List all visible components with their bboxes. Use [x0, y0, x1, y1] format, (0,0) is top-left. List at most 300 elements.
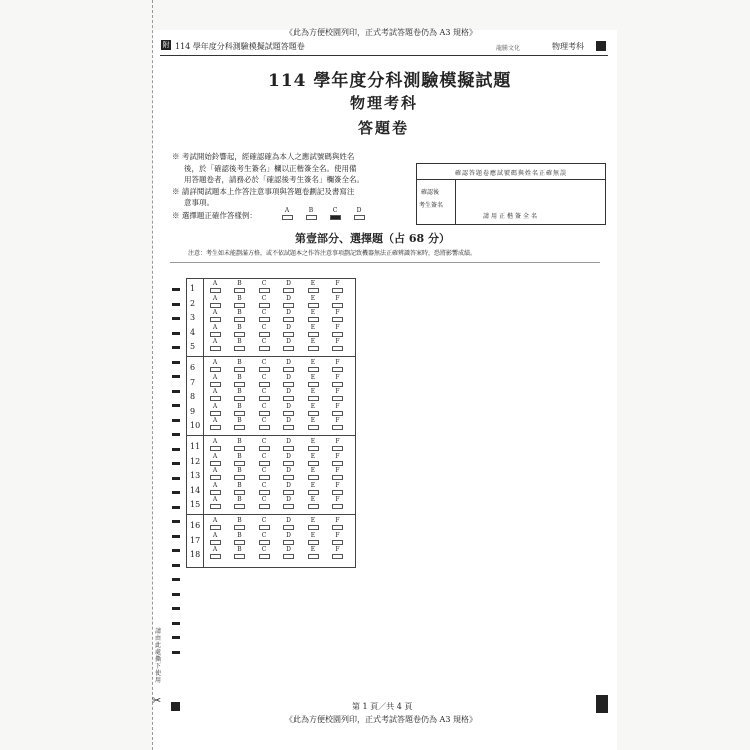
bubble[interactable] — [332, 288, 343, 293]
bubble[interactable] — [259, 554, 270, 559]
answer-bubble-q7-B[interactable] — [233, 375, 247, 387]
answer-bubble-q1-A[interactable] — [208, 281, 222, 293]
bubble[interactable] — [210, 554, 221, 559]
bubble[interactable] — [283, 525, 294, 530]
answer-bubble-q14-B[interactable] — [233, 483, 247, 495]
bubble[interactable] — [332, 540, 343, 545]
top-note: 《此為方便校園列印，正式考試答題卷仍為 A3 規格》 — [285, 28, 477, 37]
answer-bubble-q18-A[interactable] — [208, 547, 222, 559]
answer-bubble-q8-C[interactable] — [257, 389, 271, 401]
answer-bubble-q14-D[interactable] — [282, 483, 296, 495]
bubble[interactable] — [234, 382, 245, 387]
bubble[interactable] — [308, 475, 319, 480]
answer-bubble-q12-B[interactable] — [233, 454, 247, 466]
bubble[interactable] — [283, 288, 294, 293]
timing-mark — [172, 462, 180, 465]
answer-bubble-q13-C[interactable] — [257, 468, 271, 480]
option-letter: E — [310, 280, 316, 287]
answer-bubble-q5-D[interactable] — [282, 339, 296, 351]
example-option-letter: D — [356, 207, 362, 214]
bubble[interactable] — [283, 411, 294, 416]
bubble[interactable] — [308, 461, 319, 466]
answer-bubble-q15-A[interactable] — [208, 497, 222, 509]
bubble[interactable] — [283, 425, 294, 430]
section-title: 第壹部分、選擇題（占 68 分） — [295, 232, 450, 245]
option-letter: D — [286, 417, 291, 425]
option-letter: A — [212, 517, 218, 524]
option-letter: B — [237, 388, 242, 396]
answer-bubble-q3-C[interactable] — [257, 310, 271, 322]
option-letter: F — [335, 373, 340, 381]
answer-bubble-q6-C[interactable] — [257, 360, 271, 372]
answer-bubble-q17-B[interactable] — [233, 533, 247, 545]
question-number: 12 — [190, 456, 201, 466]
confirm-header: 確認答題卷應試號碼與姓名正確無誤 — [454, 170, 567, 177]
bubble[interactable] — [283, 367, 294, 372]
bubble[interactable] — [308, 367, 319, 372]
answer-bubble-q17-A[interactable] — [208, 533, 222, 545]
bubble[interactable] — [259, 425, 270, 430]
bubble[interactable] — [259, 396, 270, 401]
answer-bubble-q12-A[interactable] — [208, 454, 222, 466]
example-option-letter: C — [332, 207, 338, 214]
bubble[interactable] — [308, 346, 319, 351]
answer-bubble-q4-A[interactable] — [208, 325, 222, 337]
answer-bubble-q7-C[interactable] — [257, 375, 271, 387]
answer-bubble-q11-A[interactable] — [208, 439, 222, 451]
bubble[interactable] — [332, 446, 343, 451]
bubble[interactable] — [283, 446, 294, 451]
bubble[interactable] — [234, 540, 245, 545]
answer-bubble-q10-C[interactable] — [257, 418, 271, 430]
bubble[interactable] — [308, 425, 319, 430]
bubble[interactable] — [259, 288, 270, 293]
example-bubble — [306, 215, 317, 220]
option-letter: E — [310, 481, 316, 489]
answer-bubble-q4-E[interactable] — [306, 325, 320, 337]
option-letter: A — [212, 373, 218, 381]
bubble[interactable] — [283, 461, 294, 466]
bubble[interactable] — [210, 303, 221, 308]
bubble[interactable] — [234, 554, 245, 559]
answer-bubble-q17-C[interactable] — [257, 533, 271, 545]
bubble[interactable] — [210, 490, 221, 495]
answer-bubble-q5-B[interactable] — [233, 339, 247, 351]
answer-bubble-q11-D[interactable] — [282, 439, 296, 451]
question-number: 10 — [190, 421, 201, 431]
timing-mark — [172, 506, 180, 509]
bubble[interactable] — [283, 475, 294, 480]
timing-mark — [172, 520, 180, 523]
bubble[interactable] — [234, 411, 245, 416]
bubble[interactable] — [210, 425, 221, 430]
bubble[interactable] — [308, 411, 319, 416]
bubble[interactable] — [332, 332, 343, 337]
bubble[interactable] — [259, 367, 270, 372]
bubble[interactable] — [259, 540, 270, 545]
bubble[interactable] — [332, 475, 343, 480]
confirm-box — [416, 163, 606, 225]
answer-bubble-q7-A[interactable] — [208, 375, 222, 387]
bubble[interactable] — [283, 396, 294, 401]
answer-bubble-q11-F[interactable] — [331, 439, 345, 451]
answer-bubble-q13-F[interactable] — [331, 468, 345, 480]
bubble[interactable] — [308, 317, 319, 322]
answer-bubble-q16-F[interactable] — [331, 518, 345, 530]
bubble[interactable] — [332, 504, 343, 509]
option-letter: B — [237, 481, 242, 489]
bubble[interactable] — [259, 446, 270, 451]
timing-mark — [172, 607, 180, 610]
option-letter: E — [310, 309, 316, 317]
answer-bubble-q12-E[interactable] — [306, 454, 320, 466]
option-letter: B — [237, 417, 242, 425]
question-number: 8 — [190, 392, 196, 402]
bubble[interactable] — [308, 446, 319, 451]
bubble[interactable] — [283, 554, 294, 559]
answer-bubble-q17-D[interactable] — [282, 533, 296, 545]
bubble[interactable] — [234, 475, 245, 480]
section-rule — [170, 262, 600, 263]
timing-mark — [172, 404, 180, 407]
timing-mark — [172, 419, 180, 422]
answer-bubble-q5-C[interactable] — [257, 339, 271, 351]
answer-bubble-q3-F[interactable] — [331, 310, 345, 322]
answer-bubble-q13-B[interactable] — [233, 468, 247, 480]
bubble[interactable] — [332, 490, 343, 495]
answer-bubble-q2-C[interactable] — [257, 296, 271, 308]
option-letter: F — [335, 546, 340, 554]
answer-bubble-q4-B[interactable] — [233, 325, 247, 337]
option-letter: C — [261, 338, 267, 346]
answer-bubble-q10-A[interactable] — [208, 418, 222, 430]
option-letter: C — [261, 496, 267, 504]
answer-bubble-q18-B[interactable] — [233, 547, 247, 559]
option-letter: E — [310, 546, 316, 554]
option-letter: A — [212, 323, 218, 331]
answer-bubble-q18-C[interactable] — [257, 547, 271, 559]
timing-mark — [172, 332, 180, 335]
answer-bubble-q10-D[interactable] — [282, 418, 296, 430]
bubble[interactable] — [210, 288, 221, 293]
answer-bubble-q7-D[interactable] — [282, 375, 296, 387]
bubble[interactable] — [210, 461, 221, 466]
bubble[interactable] — [308, 332, 319, 337]
bubble[interactable] — [308, 288, 319, 293]
bubble[interactable] — [234, 425, 245, 430]
answer-bubble-q9-A[interactable] — [208, 404, 222, 416]
bubble[interactable] — [259, 525, 270, 530]
bubble[interactable] — [259, 490, 270, 495]
answer-bubble-q8-E[interactable] — [306, 389, 320, 401]
answer-bubble-q2-B[interactable] — [233, 296, 247, 308]
bubble[interactable] — [234, 332, 245, 337]
bubble[interactable] — [234, 367, 245, 372]
answer-bubble-q8-B[interactable] — [233, 389, 247, 401]
answer-bubble-q3-A[interactable] — [208, 310, 222, 322]
main-title: 114 學年度分科測驗模擬試題 — [268, 71, 512, 91]
answer-bubble-q6-E[interactable] — [306, 360, 320, 372]
bubble[interactable] — [210, 446, 221, 451]
answer-bubble-q2-F[interactable] — [331, 296, 345, 308]
answer-bubble-q15-E[interactable] — [306, 497, 320, 509]
option-letter: A — [212, 531, 218, 539]
bottom-note: 《此為方便校園列印，正式考試答題卷仍為 A3 規格》 — [285, 715, 477, 724]
bubble[interactable] — [259, 475, 270, 480]
option-letter: E — [310, 402, 316, 410]
answer-bubble-q17-F[interactable] — [331, 533, 345, 545]
answer-bubble-q13-E[interactable] — [306, 468, 320, 480]
bubble[interactable] — [259, 461, 270, 466]
bubble[interactable] — [210, 346, 221, 351]
answer-bubble-q7-E[interactable] — [306, 375, 320, 387]
answer-bubble-q12-F[interactable] — [331, 454, 345, 466]
answer-bubble-q14-A[interactable] — [208, 483, 222, 495]
answer-bubble-q8-F[interactable] — [331, 389, 345, 401]
answer-bubble-q12-D[interactable] — [282, 454, 296, 466]
answer-bubble-q16-A[interactable] — [208, 518, 222, 530]
answer-bubble-q16-C[interactable] — [257, 518, 271, 530]
question-number: 1 — [190, 284, 196, 293]
answer-bubble-q18-F[interactable] — [331, 547, 345, 559]
answer-bubble-q13-A[interactable] — [208, 468, 222, 480]
bubble[interactable] — [259, 411, 270, 416]
bubble[interactable] — [332, 554, 343, 559]
option-letter: B — [237, 294, 242, 302]
bubble[interactable] — [234, 317, 245, 322]
option-letter: A — [212, 496, 218, 504]
option-letter: B — [237, 452, 242, 460]
bubble[interactable] — [332, 461, 343, 466]
bubble[interactable] — [259, 332, 270, 337]
answer-bubble-q16-E[interactable] — [306, 518, 320, 530]
bubble[interactable] — [332, 425, 343, 430]
timing-mark — [172, 578, 180, 581]
question-number: 6 — [190, 363, 196, 372]
bubble[interactable] — [283, 317, 294, 322]
answer-bubble-q18-E[interactable] — [306, 547, 320, 559]
answer-bubble-q15-B[interactable] — [233, 497, 247, 509]
bubble[interactable] — [283, 332, 294, 337]
answer-bubble-q4-C[interactable] — [257, 325, 271, 337]
bubble[interactable] — [308, 303, 319, 308]
answer-bubble-q3-E[interactable] — [306, 310, 320, 322]
answer-bubble-q9-B[interactable] — [233, 404, 247, 416]
option-letter: C — [261, 388, 267, 396]
bubble[interactable] — [234, 303, 245, 308]
option-letter: F — [335, 359, 340, 366]
bubble[interactable] — [332, 396, 343, 401]
answer-bubble-q16-D[interactable] — [282, 518, 296, 530]
bubble[interactable] — [308, 382, 319, 387]
bubble[interactable] — [332, 367, 343, 372]
answer-bubble-q12-C[interactable] — [257, 454, 271, 466]
option-letter: F — [335, 438, 340, 445]
bubble[interactable] — [210, 332, 221, 337]
bubble[interactable] — [332, 303, 343, 308]
answer-bubble-q5-F[interactable] — [331, 339, 345, 351]
answer-bubble-q1-B[interactable] — [233, 281, 247, 293]
bubble[interactable] — [234, 525, 245, 530]
bubble[interactable] — [259, 303, 270, 308]
answer-bubble-q17-E[interactable] — [306, 533, 320, 545]
option-letter: A — [212, 546, 218, 554]
answer-bubble-q8-A[interactable] — [208, 389, 222, 401]
answer-bubble-q2-A[interactable] — [208, 296, 222, 308]
answer-bubble-q13-D[interactable] — [282, 468, 296, 480]
answer-bubble-q1-E[interactable] — [306, 281, 320, 293]
option-letter: F — [335, 309, 340, 317]
option-letter: D — [286, 323, 291, 331]
bubble[interactable] — [234, 446, 245, 451]
bubble[interactable] — [259, 504, 270, 509]
instruction-line: ※ 考試開始鈴響起，經確認確為本人之應試號碼與姓名 — [172, 152, 355, 161]
bubble[interactable] — [308, 490, 319, 495]
option-letter: F — [335, 280, 340, 287]
answer-bubble-q10-E[interactable] — [306, 418, 320, 430]
answer-bubble-q5-E[interactable] — [306, 339, 320, 351]
answer-bubble-q2-E[interactable] — [306, 296, 320, 308]
answer-bubble-q9-F[interactable] — [331, 404, 345, 416]
option-letter: E — [310, 323, 316, 331]
answer-bubble-q6-B[interactable] — [233, 360, 247, 372]
option-letter: C — [261, 309, 267, 317]
bubble[interactable] — [308, 540, 319, 545]
bubble[interactable] — [259, 317, 270, 322]
option-letter: D — [286, 294, 291, 302]
answer-bubble-q15-D[interactable] — [282, 497, 296, 509]
option-letter: A — [212, 452, 218, 460]
answer-bubble-q10-F[interactable] — [331, 418, 345, 430]
answer-bubble-q9-D[interactable] — [282, 404, 296, 416]
answer-bubble-q1-C[interactable] — [257, 281, 271, 293]
bubble[interactable] — [283, 504, 294, 509]
option-letter: D — [286, 481, 291, 489]
bubble[interactable] — [210, 540, 221, 545]
option-letter: A — [212, 481, 218, 489]
bubble[interactable] — [283, 382, 294, 387]
bubble[interactable] — [210, 367, 221, 372]
bubble[interactable] — [234, 490, 245, 495]
option-letter: C — [261, 452, 267, 460]
bubble[interactable] — [210, 382, 221, 387]
answer-bubble-q11-E[interactable] — [306, 439, 320, 451]
option-letter: E — [310, 531, 316, 539]
bubble[interactable] — [210, 525, 221, 530]
option-letter: C — [261, 294, 267, 302]
option-letter: D — [286, 496, 291, 504]
example-bubble — [282, 215, 293, 220]
bubble[interactable] — [234, 461, 245, 466]
option-letter: F — [335, 467, 340, 475]
bubble[interactable] — [234, 288, 245, 293]
bubble[interactable] — [308, 504, 319, 509]
timing-mark — [172, 346, 180, 349]
answer-bubble-q3-D[interactable] — [282, 310, 296, 322]
answer-bubble-q6-D[interactable] — [282, 360, 296, 372]
answer-bubble-q15-F[interactable] — [331, 497, 345, 509]
bubble[interactable] — [308, 554, 319, 559]
answer-bubble-q18-D[interactable] — [282, 547, 296, 559]
answer-bubble-q1-D[interactable] — [282, 281, 296, 293]
bubble[interactable] — [283, 303, 294, 308]
bubble[interactable] — [234, 346, 245, 351]
answer-bubble-q14-F[interactable] — [331, 483, 345, 495]
bubble[interactable] — [210, 411, 221, 416]
bubble[interactable] — [259, 382, 270, 387]
bubble[interactable] — [234, 396, 245, 401]
example-option-letter: A — [284, 207, 290, 214]
answer-bubble-q5-A[interactable] — [208, 339, 222, 351]
answer-bubble-q7-F[interactable] — [331, 375, 345, 387]
answer-bubble-q14-C[interactable] — [257, 483, 271, 495]
bubble[interactable] — [210, 504, 221, 509]
option-letter: D — [286, 546, 291, 554]
sign-hint: 請用正楷簽全名 — [483, 213, 540, 220]
bubble[interactable] — [308, 525, 319, 530]
bubble[interactable] — [332, 411, 343, 416]
option-letter: D — [286, 517, 291, 524]
bubble[interactable] — [332, 382, 343, 387]
answer-bubble-q10-B[interactable] — [233, 418, 247, 430]
bubble[interactable] — [210, 396, 221, 401]
bubble[interactable] — [332, 317, 343, 322]
corner-marker-right — [596, 695, 608, 713]
bubble[interactable] — [234, 504, 245, 509]
attach-mark: 附 — [162, 41, 170, 49]
instruction-line: ※ 請詳閱試題本上作答注意事項與答題卷劃記及書寫注 — [172, 186, 355, 196]
option-letter: D — [286, 309, 291, 317]
option-letter: B — [237, 402, 242, 410]
tear-line — [152, 0, 153, 750]
answer-bubble-q3-B[interactable] — [233, 310, 247, 322]
bubble[interactable] — [283, 540, 294, 545]
answer-bubble-q4-D[interactable] — [282, 325, 296, 337]
option-letter: D — [286, 402, 291, 410]
answer-bubble-q9-E[interactable] — [306, 404, 320, 416]
option-letter: F — [335, 402, 340, 410]
example-bubble — [330, 215, 341, 220]
option-letter: E — [310, 338, 316, 346]
confirm-divider — [417, 179, 605, 180]
grid-number-divider — [203, 279, 204, 567]
answer-bubble-q14-E[interactable] — [306, 483, 320, 495]
answer-bubble-q4-F[interactable] — [331, 325, 345, 337]
answer-bubble-q2-D[interactable] — [282, 296, 296, 308]
answer-bubble-q8-D[interactable] — [282, 389, 296, 401]
bubble[interactable] — [210, 475, 221, 480]
option-letter: C — [261, 467, 267, 475]
bubble[interactable] — [210, 317, 221, 322]
answer-bubble-q11-C[interactable] — [257, 439, 271, 451]
answer-bubble-q1-F[interactable] — [331, 281, 345, 293]
bubble[interactable] — [283, 490, 294, 495]
bubble[interactable] — [259, 346, 270, 351]
bubble[interactable] — [283, 346, 294, 351]
bubble[interactable] — [308, 396, 319, 401]
option-letter: D — [286, 531, 291, 539]
group-divider — [187, 356, 355, 357]
bubble[interactable] — [332, 525, 343, 530]
answer-bubble-q15-C[interactable] — [257, 497, 271, 509]
answer-bubble-q6-A[interactable] — [208, 360, 222, 372]
answer-bubble-q11-B[interactable] — [233, 439, 247, 451]
answer-bubble-q9-C[interactable] — [257, 404, 271, 416]
answer-bubble-q16-B[interactable] — [233, 518, 247, 530]
answer-bubble-q6-F[interactable] — [331, 360, 345, 372]
bubble[interactable] — [332, 346, 343, 351]
option-letter: E — [310, 417, 316, 425]
